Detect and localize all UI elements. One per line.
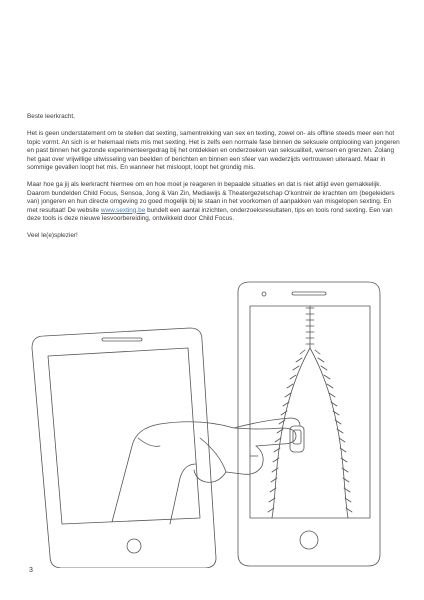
sexting-website-link[interactable]: www.sexting.be bbox=[100, 206, 146, 214]
zipper-icon bbox=[268, 306, 352, 518]
paragraph-collaboration bbox=[27, 181, 403, 224]
hand-icon bbox=[112, 418, 300, 524]
paragraph-text-before-link: Maar hoe ga jij als leerkracht hiermee om en hoe moet je reageren in bepaalde situaties en dat is niet altijd even gemakkelijk. Daarom bundelden Child Focus, Sensoa, Jong & Van Zin, Mediawijs & Theatergezelschap O'kontreir de krachten om (begeleiders van) jongeren en hun directe omgeving zo goed mogelijk bij te staan in het voorkomen of aanpakken van misgelopen sexting. En met resultaat! De website bbox=[27, 181, 395, 214]
closing: Veel le(e)splezier! bbox=[27, 232, 78, 239]
page-number: 3 bbox=[29, 567, 33, 574]
right-phone-icon bbox=[238, 282, 380, 566]
paragraph-text-after-link: bundelt een aantal inzichten, onderzoeksresultaten, tips en tools rond sexting. Een van deze tools is deze nieuwe lesvoorbereiding, ontwikkeld door Child Focus. bbox=[27, 206, 393, 222]
phones-zipper-illustration bbox=[20, 278, 404, 568]
letter-body bbox=[27, 113, 403, 249]
salutation: Beste leerkracht, bbox=[27, 113, 75, 120]
left-phone-icon bbox=[32, 328, 216, 568]
paragraph-intro: Het is geen understatement om te stellen dat sexting, samentrekking van sex en texting, zowel on- als offline steeds meer een hot topic vormt. An sich is er helemaal niets mis met sexting. Het is zelfs een normale fase binnen de seksuele ontplooiing van jongeren en past binnen het gezonde experimenteergedrag bij het ontdekken en onderzoeken van seksualiteit, wensen en grenzen. Zolang het gaat over vrijwillige uitwisseling van beelden of berichten en binnen een sfeer van wederzijds vertrouwen uiteraard. Maar in sommige gevallen loopt het mis. En wanneer het misloopt, loopt het grondig mis. bbox=[27, 130, 400, 171]
